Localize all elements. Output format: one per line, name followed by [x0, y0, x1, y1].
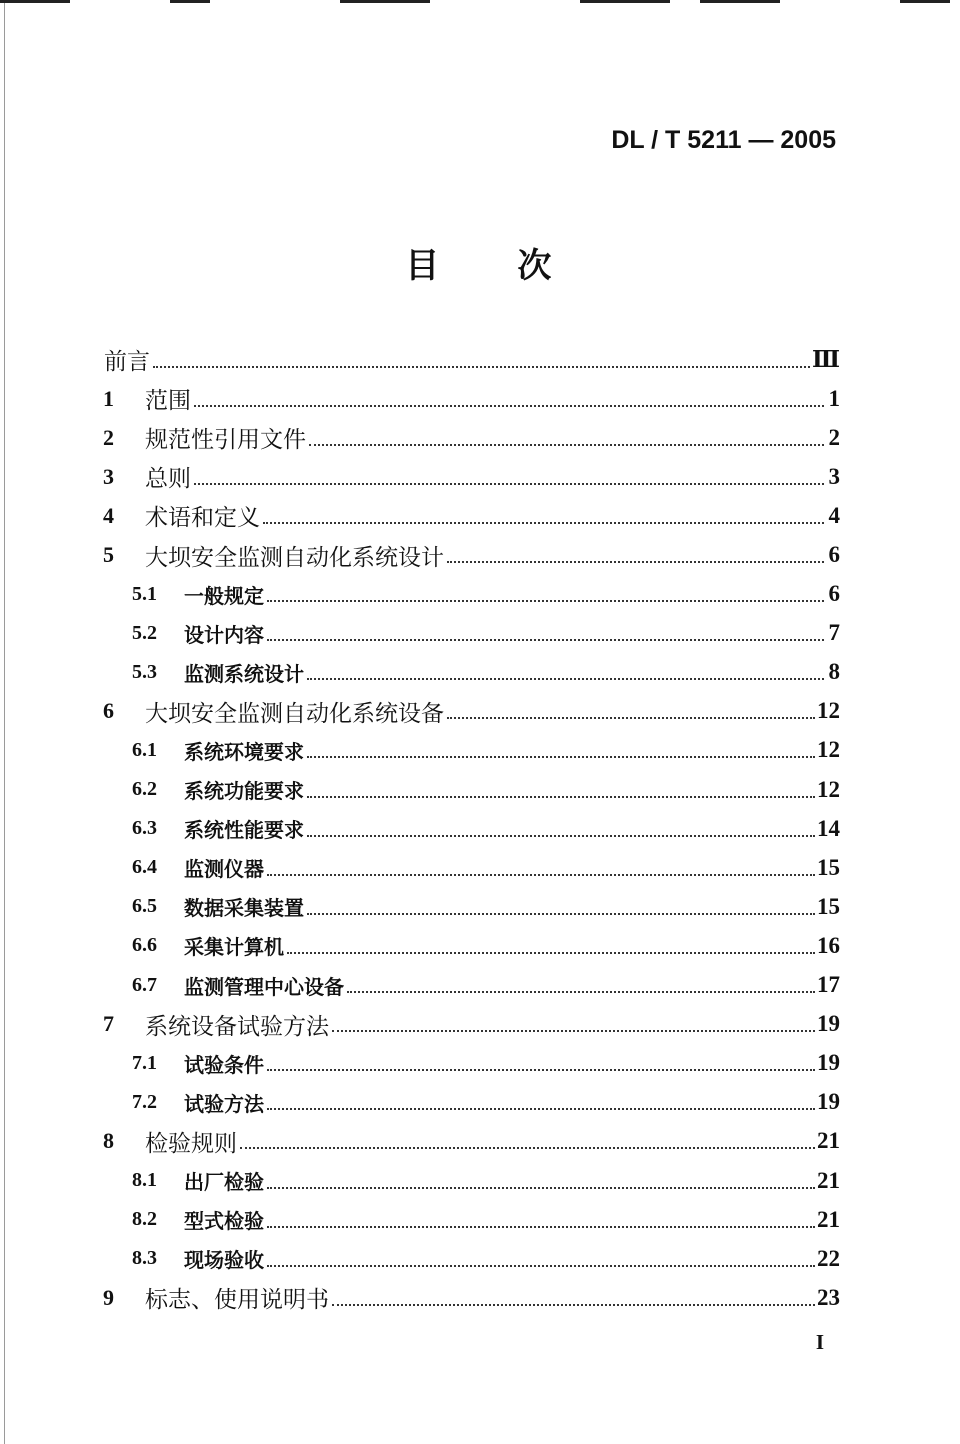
toc-entry-label: 标志、使用说明书: [145, 1287, 329, 1314]
dot-leader: [332, 1030, 815, 1032]
toc-entry[interactable]: [100, 379, 840, 418]
toc-entry-number: 5.1: [132, 582, 157, 605]
toc-page-number: 3: [828, 463, 840, 489]
toc-page-number: 21: [817, 1167, 840, 1193]
toc-page-number: 12: [817, 737, 840, 763]
toc-page-number: Ⅲ: [811, 347, 840, 373]
toc-page-number: 6: [828, 581, 840, 607]
dot-leader: [263, 522, 824, 524]
toc-page-number: 2: [828, 424, 840, 450]
toc-entry-label: 现场验收: [184, 1248, 264, 1273]
toc-entry-number: 6.3: [132, 817, 157, 840]
toc-entry-label: 型式检验: [184, 1209, 264, 1234]
toc-entry-number: 6.5: [132, 895, 157, 918]
toc-entry-label: 系统环境要求: [184, 739, 304, 764]
dot-leader: [267, 1265, 815, 1267]
dot-leader: [267, 1069, 815, 1071]
dot-leader: [267, 1226, 815, 1228]
toc-page-number: 12: [817, 776, 840, 802]
toc-page-number: 15: [817, 854, 840, 880]
toc-entry-number: 2: [103, 424, 114, 450]
toc-subentry[interactable]: [100, 1200, 840, 1239]
toc-page-number: 19: [817, 1089, 840, 1115]
toc-page-number: 17: [817, 972, 840, 998]
dot-leader: [447, 717, 815, 719]
dot-leader: [307, 835, 815, 837]
dot-leader: [307, 796, 815, 798]
dot-leader: [347, 991, 815, 993]
toc-entry-number: 8.3: [132, 1247, 157, 1270]
dot-leader: [307, 756, 815, 758]
toc-entry-label: 监测系统设计: [184, 661, 304, 686]
toc-entry[interactable]: [100, 496, 840, 535]
dot-leader: [307, 913, 815, 915]
toc-page-number: 15: [817, 893, 840, 919]
toc-entry-label: 规范性引用文件: [145, 427, 306, 454]
dot-leader: [194, 483, 824, 485]
toc-page-number: 23: [817, 1284, 840, 1310]
toc-entry[interactable]: [100, 1278, 840, 1317]
toc-subentry[interactable]: [100, 887, 840, 926]
toc-page-number: 14: [817, 815, 840, 841]
toc-entry-number: 6.4: [132, 856, 157, 879]
scan-top-marks: [0, 0, 960, 3]
toc-entry-number: 6.7: [132, 973, 157, 996]
page-folio: I: [815, 1330, 824, 1354]
toc-entry-number: 1: [103, 385, 114, 411]
toc-subentry[interactable]: [100, 926, 840, 965]
toc-page-number: 22: [817, 1245, 840, 1271]
toc-entry-number: 7: [103, 1011, 114, 1037]
toc-entry-number: 8: [103, 1128, 114, 1154]
toc-entry-label: 系统功能要求: [184, 779, 304, 804]
toc-entry-number: 5.3: [132, 660, 157, 683]
toc-entry-label: 系统性能要求: [184, 818, 304, 843]
toc-entry-number: 6.1: [132, 738, 157, 761]
toc-entry-number: 6: [103, 698, 114, 724]
toc-entry-number: 7.2: [132, 1090, 157, 1113]
toc-page-number: 8: [828, 659, 840, 685]
toc-entry-label: 检验规则: [145, 1130, 237, 1157]
toc-entry-number: 5: [103, 542, 114, 568]
toc-entry-label: 数据采集装置: [184, 896, 304, 921]
toc-entry[interactable]: [100, 535, 840, 574]
toc-entry-number: 6.2: [132, 778, 157, 801]
toc-page-number: 6: [828, 542, 840, 568]
dot-leader: [307, 678, 824, 680]
dot-leader: [240, 1147, 815, 1149]
toc-page-number: 19: [817, 1011, 840, 1037]
dot-leader: [267, 1187, 815, 1189]
toc-entry-number: 5.2: [132, 621, 157, 644]
toc-entry-label: 总则: [145, 466, 191, 493]
toc-entry[interactable]: [100, 1122, 840, 1161]
toc-entry-label: 前言: [104, 349, 150, 376]
toc-subentry[interactable]: [100, 1161, 840, 1200]
toc-entry-number: 7.1: [132, 1051, 157, 1074]
dot-leader: [287, 952, 815, 954]
toc-entry-number: 3: [103, 463, 114, 489]
toc-entry[interactable]: [100, 340, 840, 379]
toc-page-number: 1: [828, 385, 840, 411]
toc-entry-number: 6.6: [132, 934, 157, 957]
toc-page-number: 19: [817, 1050, 840, 1076]
toc-entry-label: 设计内容: [184, 622, 264, 647]
dot-leader: [447, 561, 824, 563]
toc-subentry[interactable]: [100, 966, 840, 1005]
scan-edge-line: [4, 0, 5, 1444]
toc-page-number: 21: [817, 1206, 840, 1232]
toc-entry-label: 采集计算机: [184, 935, 284, 960]
toc-entry-label: 大坝安全监测自动化系统设计: [145, 544, 444, 571]
standard-number: DL / T 5211 — 2005: [611, 126, 836, 154]
toc-entry[interactable]: [100, 692, 840, 731]
dot-leader: [332, 1304, 815, 1306]
toc-page-number: 4: [828, 502, 840, 528]
toc-title: 目 次: [405, 246, 555, 286]
toc-entry-number: 8.1: [132, 1169, 157, 1192]
toc-entry-label: 一般规定: [184, 583, 264, 608]
toc-subentry[interactable]: [100, 653, 840, 692]
toc-page-number: 21: [817, 1128, 840, 1154]
toc-entry-label: 出厂检验: [184, 1170, 264, 1195]
toc-page-number: 7: [828, 620, 840, 646]
dot-leader: [267, 874, 815, 876]
toc-entry-label: 系统设备试验方法: [145, 1013, 329, 1040]
toc-subentry[interactable]: [100, 770, 840, 809]
toc-entry[interactable]: [100, 457, 840, 496]
toc-entry-number: 8.2: [132, 1208, 157, 1231]
toc-subentry[interactable]: [100, 1239, 840, 1278]
toc-subentry[interactable]: [100, 809, 840, 848]
toc-entry-number: 9: [103, 1284, 114, 1310]
toc-entry-number: 4: [103, 502, 114, 528]
dot-leader: [194, 405, 824, 407]
toc-entry-label: 监测管理中心设备: [184, 974, 344, 999]
toc-entry-label: 大坝安全监测自动化系统设备: [145, 700, 444, 727]
dot-leader: [153, 366, 810, 368]
toc-subentry[interactable]: [100, 1044, 840, 1083]
toc-page-number: 12: [817, 698, 840, 724]
toc-subentry[interactable]: [100, 731, 840, 770]
toc-entry[interactable]: [100, 418, 840, 457]
toc-subentry[interactable]: [100, 1083, 840, 1122]
dot-leader: [267, 639, 824, 641]
dot-leader: [309, 444, 824, 446]
toc-subentry[interactable]: [100, 848, 840, 887]
toc-entry-label: 监测仪器: [184, 857, 264, 882]
toc-entry-label: 术语和定义: [145, 505, 260, 532]
table-of-contents: [100, 340, 840, 1317]
toc-entry-label: 试验条件: [184, 1052, 264, 1077]
toc-subentry[interactable]: [100, 614, 840, 653]
toc-entry-label: 范围: [145, 388, 191, 415]
toc-entry[interactable]: [100, 1005, 840, 1044]
dot-leader: [267, 600, 824, 602]
toc-subentry[interactable]: [100, 575, 840, 614]
toc-entry-label: 试验方法: [184, 1091, 264, 1116]
dot-leader: [267, 1108, 815, 1110]
toc-page-number: 16: [817, 932, 840, 958]
